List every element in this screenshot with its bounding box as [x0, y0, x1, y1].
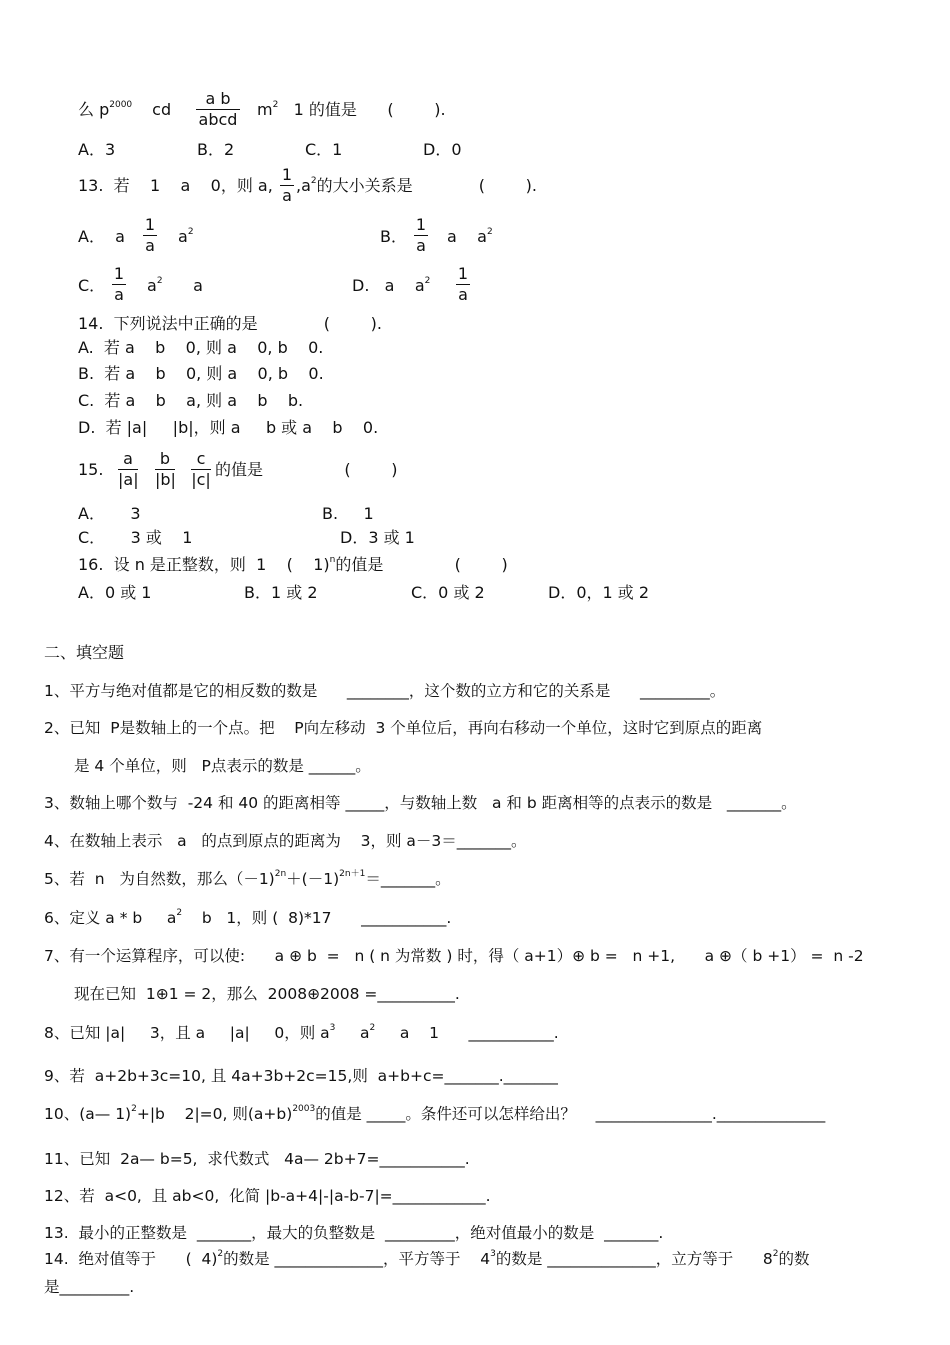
- fill-question-1: 1、平方与绝对值都是它的相反数的数是 ________，这个数的立方和它的关系是 _________。: [44, 682, 726, 700]
- q14-option-a: A. 若 a b 0, 则 a 0, b 0.: [78, 338, 324, 357]
- fill-q10-exp-1: 2: [131, 1104, 137, 1114]
- q13-option-d-pre: [352, 276, 430, 299]
- q13-stem-tail: [296, 176, 537, 199]
- fill-question-2-line-2: 是 4 个单位，则 P点表示的数是 ______。: [74, 757, 371, 775]
- fill-q14-exp-3: 2: [772, 1249, 779, 1259]
- q14-stem: 14. 下列说法中正确的是 ( ).: [78, 314, 382, 333]
- fill-question-3: 3、数轴上哪个数与 -24 和 40 的距离相等 _____，与数轴上数 a 和 b 距离相等的点表示的数是 _______。: [44, 794, 797, 812]
- fill-q10-exp-2: 2003: [292, 1104, 316, 1114]
- fill-q8-exp-2: 2: [369, 1023, 376, 1033]
- q15-frac-b-den: |b|: [155, 470, 176, 489]
- q13-option-a-den: a: [145, 236, 155, 255]
- q12-option-a: A．3: [78, 140, 116, 159]
- q15-fraction-b: [155, 450, 175, 489]
- q16-option-d: D．0，1 或 2: [548, 583, 650, 602]
- fill-question-13: 13. 最小的正整数是 _______，最大的负整数是 _________，绝对值最小的数是 _______.: [44, 1224, 664, 1242]
- q13-option-a-num: 1: [144, 215, 156, 234]
- q16-stem-a: 16. 设 n 是正整数，则 1 ( 1): [78, 555, 330, 574]
- fill-q5-b: ＋(－1): [286, 870, 340, 888]
- q13-option-b-num: 1: [415, 215, 427, 234]
- fill-question-10: [44, 1104, 825, 1127]
- q13-option-a-exp: 2: [187, 227, 194, 237]
- q14-option-b: B. 若 a b 0, 则 a 0, b 0.: [78, 364, 324, 383]
- fill-question-12: 12、若 a<0, 且 ab<0, 化简 |b-a+4|-|a-b-7|=____________.: [44, 1187, 491, 1205]
- q12-option-c: C．1: [305, 140, 343, 159]
- q15-fraction-c: [191, 450, 211, 489]
- q14-option-c: C. 若 a b a, 则 a b b.: [78, 391, 304, 410]
- q12-fraction: [196, 90, 240, 129]
- fill-question-4: 4、在数轴上表示 a 的点到原点的距离为 3，则 a－3＝_______。: [44, 832, 527, 850]
- q12-stem-c: m: [257, 100, 273, 119]
- q12-stem-tail: [257, 100, 446, 123]
- q13-option-d-num: 1: [457, 264, 469, 283]
- q12-frac-den: abcd: [198, 110, 238, 129]
- fill-q14-b: 的数是 ______________，平方等于 4: [223, 1250, 491, 1268]
- q13-option-d-exp: 2: [424, 276, 431, 286]
- q15-frac-c-num: c: [196, 449, 206, 468]
- q14-option-d: D. 若 |a| |b|，则 a b 或 a b 0.: [78, 418, 379, 437]
- q16-stem: [78, 555, 508, 578]
- q13-option-b-fraction: [414, 216, 428, 255]
- q12-exp-2000: 2000: [109, 100, 133, 110]
- section-title-fill-in: 二、填空题: [44, 643, 125, 662]
- q12-frac-num: a b: [205, 89, 231, 108]
- q15-number: 15.: [78, 460, 104, 479]
- fill-q14-d: 的数: [778, 1250, 810, 1268]
- q15-option-b: B. 1: [322, 504, 374, 523]
- fill-question-9: 9、若 a+2b+3c=10, 且 4a+3b+2c=15,则 a+b+c=_______._______: [44, 1067, 558, 1085]
- q13-option-a-post-text: a: [178, 227, 188, 246]
- fill-q8-a: 8、已知 |a| 3，且 a |a| 0，则 a: [44, 1024, 330, 1042]
- fill-question-7-line-1: 7、有一个运算程序，可以使: a ⊕ b = n ( n 为常数 ) 时，得（ a+1）⊕ b = n +1, a ⊕（ b +1） = n -2: [44, 947, 864, 965]
- q13-option-d-den: a: [458, 285, 468, 304]
- q13-option-a-fraction: [143, 216, 157, 255]
- q15-frac-c-den: |c|: [191, 470, 211, 489]
- fill-question-5: [44, 869, 451, 892]
- fill-q5-exp-2: 2n＋1: [339, 869, 366, 879]
- q13-frac-den: a: [282, 186, 292, 205]
- q13-fraction: [280, 166, 294, 205]
- fill-q14-a: 14. 绝对值等于 ( 4): [44, 1250, 218, 1268]
- fill-question-2-line-1: 2、已知 P是数轴上的一个点。把 P向左移动 3 个单位后，再向右移动一个单位，这时它到原点的距离: [44, 719, 763, 737]
- q13-option-d-pre-text: D. a a: [352, 276, 425, 295]
- q13-stem-a: 13. 若 1 a 0，则 a,: [78, 176, 273, 195]
- q12-stem: [78, 100, 171, 123]
- q15-frac-a-den: |a|: [118, 470, 139, 489]
- q13-option-c-den: a: [114, 285, 124, 304]
- fill-q8-b: a: [335, 1024, 370, 1042]
- q13-option-c-exp: 2: [156, 276, 163, 286]
- q13-option-c-pre: C．: [78, 276, 106, 295]
- fill-question-11: 11、已知 2a— b=5, 求代数式 4a— 2b+7=___________.: [44, 1150, 470, 1168]
- fill-q6-exp: 2: [176, 908, 183, 918]
- q13-option-b-post-text: a a: [447, 227, 487, 246]
- q12-stem-b: cd: [152, 100, 172, 119]
- fill-question-8: [44, 1023, 559, 1046]
- q13-option-b-post: [447, 227, 493, 250]
- q13-stem-b: ,a: [296, 176, 311, 195]
- q12-option-b: B．2: [197, 140, 235, 159]
- q12-option-d: D．0: [423, 140, 462, 159]
- q13-option-c-fraction: [112, 265, 126, 304]
- fill-q14-exp-2: 3: [490, 1249, 496, 1259]
- q15-option-a: A． 3: [78, 504, 141, 523]
- q13-option-b-exp: 2: [486, 227, 493, 237]
- q13-option-b-pre: B．: [380, 227, 407, 246]
- q13-option-d-fraction: [456, 265, 470, 304]
- fill-question-14-line-1: [44, 1249, 809, 1272]
- q15-option-c: C． 3 或 1: [78, 528, 193, 547]
- q12-exp-2: 2: [272, 100, 279, 110]
- q13-option-c-post-text: a: [147, 276, 157, 295]
- fill-question-14-line-2: 是_________.: [44, 1278, 135, 1296]
- fill-q5-exp-1: 2n: [274, 869, 287, 879]
- q15-frac-a-num: a: [123, 449, 133, 468]
- q13-option-b-den: a: [416, 236, 426, 255]
- q13-option-a-pre: A． a: [78, 227, 125, 246]
- fill-q10-a: 10、(a— 1): [44, 1105, 132, 1123]
- q13-option-c-tail: a: [193, 276, 203, 295]
- fill-q8-exp-1: 3: [329, 1023, 336, 1033]
- q12-stem-d: 1 的值是 ( ).: [293, 100, 446, 119]
- fill-q14-exp-1: 2: [217, 1249, 224, 1259]
- q15-frac-b-num: b: [159, 449, 171, 468]
- q16-stem-b: 的值是 ( ): [335, 555, 508, 574]
- q13-option-c-num: 1: [113, 264, 125, 283]
- q16-exp: n: [329, 555, 336, 565]
- fill-q10-b: +|b 2|=0, 则(a+b): [136, 1105, 293, 1123]
- q16-option-c: C．0 或 2: [411, 583, 485, 602]
- q15-option-d: D．3 或 1: [340, 528, 415, 547]
- fill-q8-c: a 1 ___________.: [375, 1024, 559, 1042]
- q16-option-b: B．1 或 2: [244, 583, 318, 602]
- q15-stem: 的值是 ( ): [215, 460, 398, 479]
- q15-fraction-a: [118, 450, 138, 489]
- fill-q10-c: 的值是 _____。条件还可以怎样给出？ _______________.______________: [315, 1105, 826, 1123]
- fill-question-6: [44, 908, 451, 931]
- fill-question-7-line-2: 现在已知 1⊕1 = 2，那么 2008⊕2008 =__________.: [74, 985, 460, 1003]
- fill-q6-b: b 1，则 ( 8)*17 ___________.: [182, 909, 452, 927]
- q16-option-a: A．0 或 1: [78, 583, 152, 602]
- q13-option-c-post: [147, 276, 203, 299]
- q13-frac-num: 1: [281, 165, 293, 184]
- q13-option-a-post: [178, 227, 194, 250]
- fill-q14-c: 的数是 ______________，立方等于 8: [495, 1250, 773, 1268]
- fill-q6-a: 6、定义 a * b a: [44, 909, 177, 927]
- q13-stem-c: 的大小关系是 ( ).: [316, 176, 538, 195]
- fill-q5-a: 5、若 n 为自然数，那么（－1): [44, 870, 275, 888]
- q12-stem-a: 么 p: [78, 100, 110, 119]
- fill-q5-c: ＝_______。: [365, 870, 451, 888]
- q13-exp: 2: [310, 176, 317, 186]
